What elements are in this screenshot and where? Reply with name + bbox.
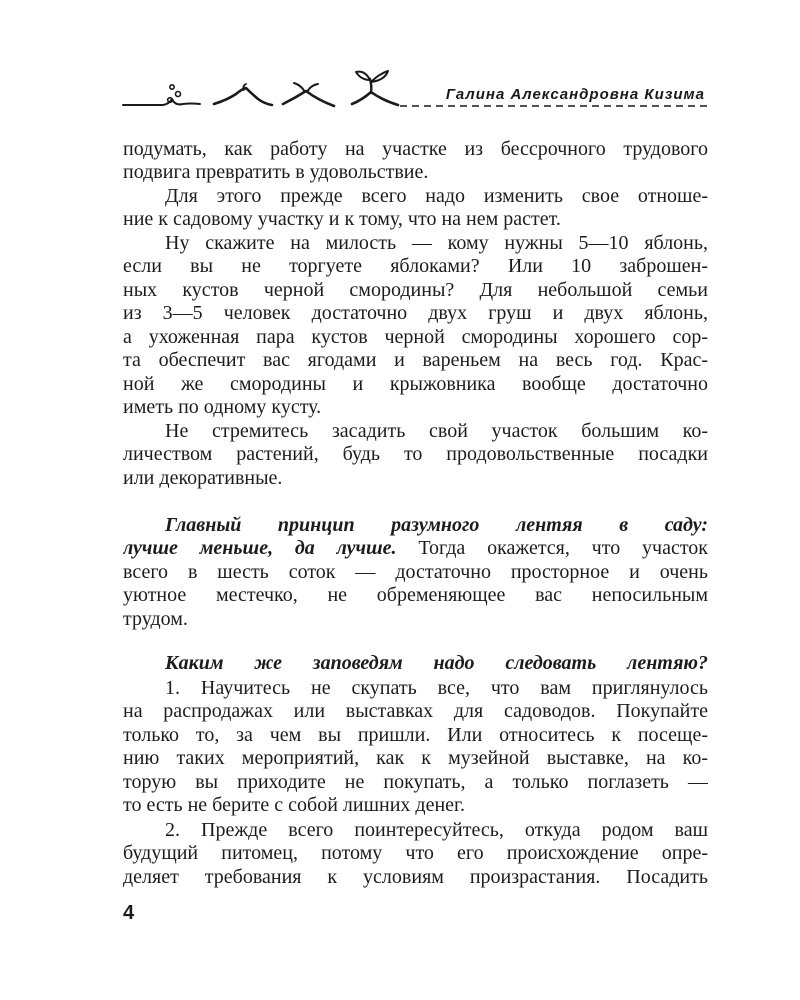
- text-line: иметь по одному кусту.: [123, 396, 322, 418]
- text-line: на распродажах или выставках для садоводов. Покупайте: [123, 700, 708, 722]
- section-heading: Каким же заповедям надо следовать лентяю?: [165, 652, 708, 674]
- text-line: то есть не берите с собой лишних денег.: [123, 794, 465, 816]
- text-line: подвига превратить в удовольствие.: [123, 161, 429, 183]
- text-line: только то, за чем вы пришли. Или относитесь к посеще-: [123, 724, 708, 746]
- text-line: подумать, как работу на участке из бессрочного трудового: [123, 138, 708, 160]
- text-line: торую вы приходите не покупать, а только поглазеть —: [123, 771, 708, 793]
- text-line: всего в шесть соток — достаточно просторное и очень: [123, 561, 708, 583]
- text-line: уютное местечко, не обременяющее вас непосильным: [123, 584, 708, 606]
- text-line: ние к садовому участку и к тому, что на нем растет.: [123, 208, 561, 230]
- text-line: 2. Прежде всего поинтересуйтесь, откуда родом ваш: [165, 819, 708, 841]
- text-line: будущий питомец, потому что его происхождение опре-: [123, 842, 708, 864]
- text-line: нию таких мероприятий, как к музейной выставке, на ко-: [123, 747, 708, 769]
- text-line: а ухоженная пара кустов черной смородины хорошего сор-: [123, 326, 708, 348]
- text-line: [123, 536, 708, 560]
- text-line: если вы не торгуете яблоками? Или 10 заброшен-: [123, 255, 708, 277]
- running-header-author: Галина Александровна Кизима: [445, 86, 705, 103]
- text-line: 1. Научитесь не скупать все, что вам приглянулось: [165, 677, 708, 699]
- page-number: 4: [123, 902, 135, 924]
- sprout-ornament-icon: [0, 0, 800, 130]
- text-line: из 3—5 человек достаточно двух груш и двух яблонь,: [123, 302, 708, 324]
- text-line: деляет требования к условиям произрастания. Посадить: [123, 866, 708, 888]
- text-line: ных кустов черной смородины? Для небольшой семьи: [123, 279, 708, 301]
- text-line: трудом.: [123, 608, 188, 630]
- text-line: Не стремитесь засадить свой участок большим ко-: [165, 420, 708, 442]
- text-line: Для этого прежде всего надо изменить свое отноше-: [165, 185, 708, 207]
- text-line: та обеспечит вас ягодами и вареньем на весь год. Крас-: [123, 349, 708, 371]
- text-run: Тогда окажется, что участок: [418, 537, 708, 559]
- text-line: ной же смородины и крыжовника вообще достаточно: [123, 373, 708, 395]
- text-line: личеством растений, будь то продовольственные посадки: [123, 443, 708, 465]
- text-line: или декоративные.: [123, 467, 283, 489]
- principle-heading: Главный принцип разумного лентяя в саду:: [165, 514, 708, 536]
- principle-emphasis: лучше меньше, да лучше.: [123, 537, 397, 559]
- text-line: Ну скажите на милость — кому нужны 5—10 яблонь,: [165, 232, 708, 254]
